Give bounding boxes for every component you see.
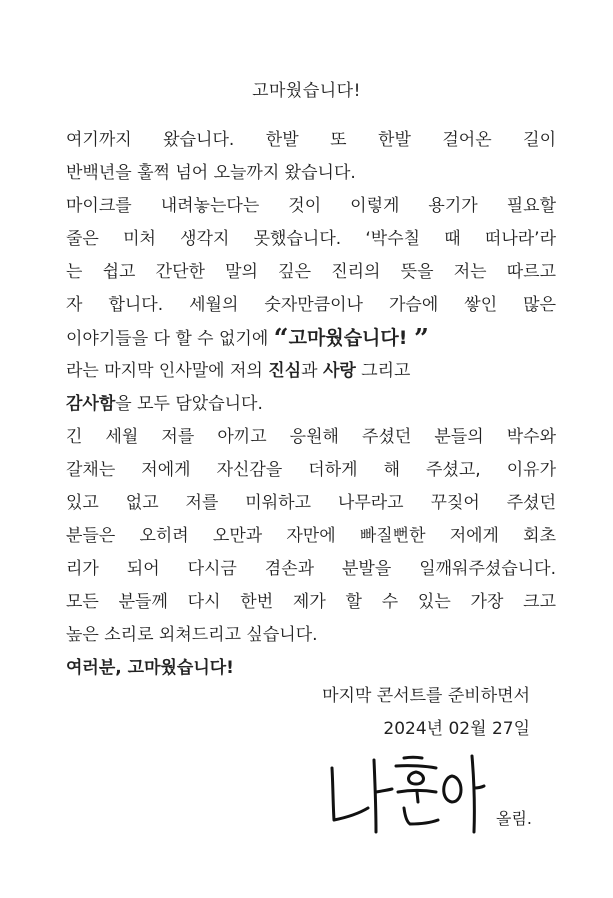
body-line: 여기까지 왔습니다. 한발 또 한발 걸어온 길이 — [66, 130, 556, 150]
letter-title: 고마웠습니다! — [252, 81, 361, 101]
body-line: 모든 분들께 다시 한번 제가 할 수 있는 가장 크고 — [66, 592, 556, 612]
text-fragment: 라는 마지막 인사말에 저의 — [66, 361, 269, 381]
body-line: 마이크를 내려놓는다는 것이 이렇게 용기가 필요할 — [66, 196, 556, 216]
body-line: 있고 없고 저를 미워하고 나무라고 꾸짖어 주셨던 — [66, 493, 556, 513]
emphasis-love: 사랑 — [322, 361, 356, 381]
quoted-thanks: 고마웠습니다! — [288, 327, 415, 349]
letter-body — [66, 124, 556, 685]
closing-ollim: 올림. — [496, 809, 532, 828]
close-quote-mark: ” — [414, 324, 430, 354]
body-line: 자 합니다. 세월의 숫자만큼이나 가슴에 쌓인 많은 — [66, 295, 556, 315]
body-line: 리가 되어 다시금 겸손과 분발을 일깨워주셨습니다. — [66, 559, 556, 579]
body-line — [66, 355, 556, 388]
body-line-quote — [66, 322, 556, 355]
body-line: 반백년을 훌쩍 넘어 오늘까지 왔습니다. — [66, 163, 356, 183]
open-quote-mark: “ — [273, 324, 289, 354]
body-line: 긴 세월 저를 아끼고 응원해 주셨던 분들의 박수와 — [66, 427, 556, 447]
body-line: 높은 소리로 외쳐드리고 싶습니다. — [66, 625, 318, 645]
body-line: 는 쉽고 간단한 말의 깊은 진리의 뜻을 저는 따르고 — [66, 262, 556, 282]
handwritten-signature — [318, 746, 486, 836]
closing-date: 2024년 02월 27일 — [383, 719, 530, 739]
text-fragment: 을 모두 담았습니다. — [115, 394, 263, 414]
final-thanks-line: 여러분, 고마웠습니다! — [66, 658, 234, 678]
body-line: 갈채는 저에게 자신감을 더하게 해 주셨고, 이유가 — [66, 460, 556, 480]
body-line: 분들은 오히려 오만과 자만에 빠질뻔한 저에게 회초 — [66, 526, 556, 546]
emphasis-sincerity: 진심 — [268, 361, 302, 381]
text-fragment: 과 — [301, 361, 323, 381]
emphasis-gratitude: 감사함 — [66, 394, 116, 414]
body-line — [66, 388, 556, 421]
text-fragment: 그리고 — [355, 361, 411, 381]
body-line: 줄은 미처 생각지 못했습니다. ‘박수칠 때 떠나라’라 — [66, 229, 556, 249]
closing-occasion: 마지막 콘서트를 준비하면서 — [322, 686, 530, 706]
body-line-text: 이야기들을 다 할 수 없기에 — [66, 329, 274, 349]
